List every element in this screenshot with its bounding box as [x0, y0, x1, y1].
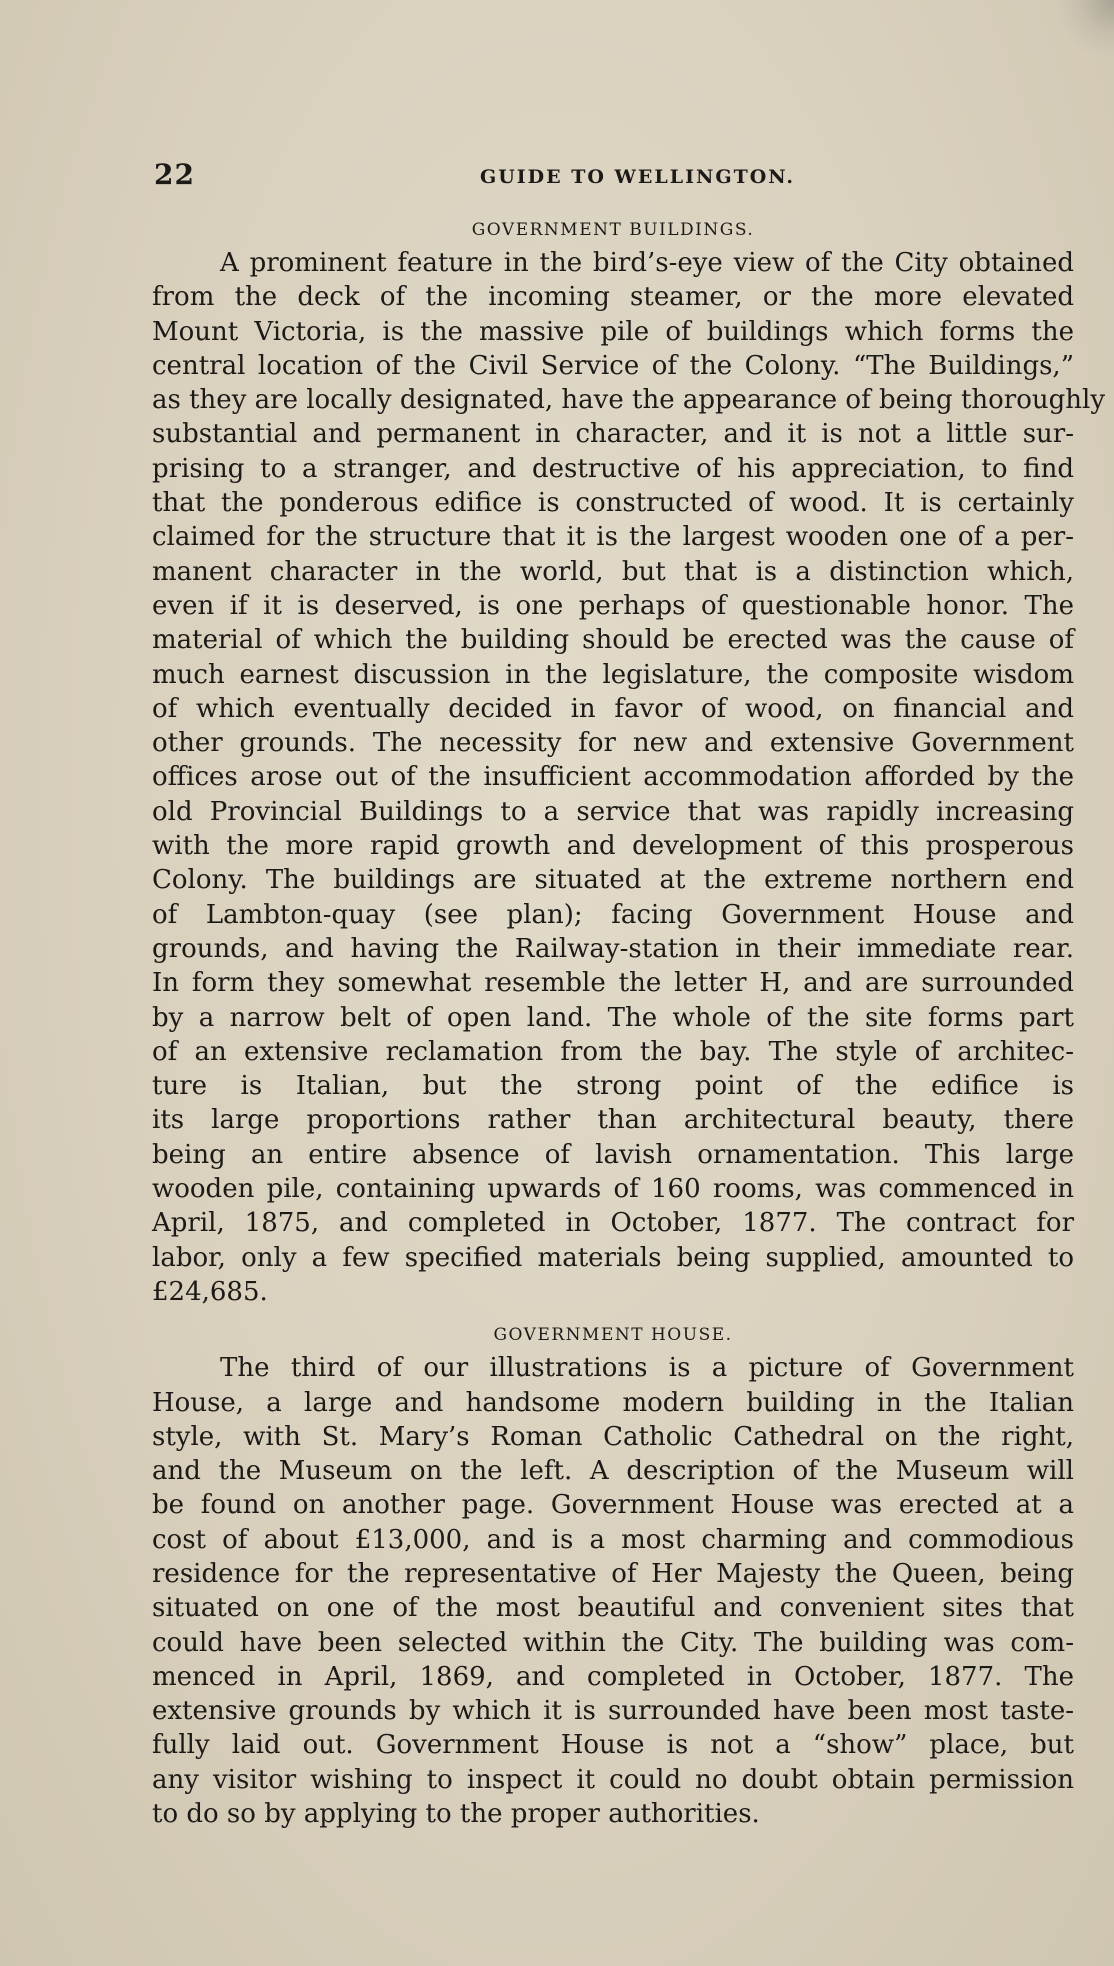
text-line: any visitor wishing to inspect it could no doubt obtain permission — [152, 1764, 1074, 1795]
text-line: style, with St. Mary’s Roman Catholic Cathedral on the right, — [152, 1421, 1074, 1452]
text-block — [152, 220, 1106, 1831]
text-line: could have been selected within the City. The building was com- — [152, 1627, 1074, 1658]
text-line: Mount Victoria, is the massive pile of buildings which forms the — [152, 316, 1074, 347]
text-line: be found on another page. Government House was erected at a — [152, 1490, 1074, 1521]
text-line: menced in April, 1869, and completed in October, 1877. The — [152, 1661, 1074, 1692]
text-line: The third of our illustrations is a picture of Government — [220, 1353, 1074, 1384]
text-line: from the deck of the incoming steamer, or the more elevated — [152, 282, 1074, 313]
text-line: to do so by applying to the proper authorities. — [152, 1799, 760, 1830]
text-line: A prominent feature in the bird’s-eye view of the City obtained — [220, 248, 1074, 278]
text-line: its large proportions rather than architectural beauty, there — [152, 1105, 1074, 1136]
text-line: of which eventually decided in favor of wood, on financial and — [152, 693, 1074, 724]
text-line: manent character in the world, but that is a distinction which, — [152, 556, 1074, 587]
text-line: labor, only a few specified materials being supplied, amounted to — [152, 1242, 1074, 1273]
text-line: old Provincial Buildings to a service that was rapidly increasing — [152, 796, 1074, 827]
text-line: situated on one of the most beautiful and convenient sites that — [152, 1593, 1074, 1624]
text-line: with the more rapid growth and development of this prosperous — [152, 831, 1074, 862]
paragraph-government-buildings — [152, 246, 1106, 1309]
text-line: claimed for the structure that it is the largest wooden one of a per- — [152, 522, 1074, 553]
text-line: much earnest discussion in the legislature, the composite wisdom — [152, 659, 1074, 690]
text-line: of Lambton-quay (see plan); facing Government House and — [152, 899, 1074, 930]
text-line: material of which the building should be erected was the cause of — [152, 625, 1074, 656]
text-line: by a narrow belt of open land. The whole of the site forms part — [152, 1002, 1074, 1033]
section-heading-government-buildings: GOVERNMENT BUILDINGS. — [471, 220, 755, 240]
text-line: as they are locally designated, have the appearance of being thoroughly — [152, 385, 1106, 416]
text-line: extensive grounds by which it is surrounded have been most taste- — [152, 1696, 1074, 1727]
text-line: fully laid out. Government House is not a “show” place, but — [152, 1730, 1074, 1761]
text-line: April, 1875, and completed in October, 1877. The contract for — [152, 1208, 1074, 1239]
page-number: 22 — [154, 158, 195, 191]
text-line: other grounds. The necessity for new and extensive Government — [152, 728, 1074, 759]
text-line: £24,685. — [152, 1276, 268, 1307]
page-stain — [1054, 0, 1114, 60]
text-line: that the ponderous edifice is constructed of wood. It is certainly — [152, 488, 1074, 519]
section-heading-government-house: GOVERNMENT HOUSE. — [493, 1325, 733, 1346]
text-line: central location of the Civil Service of the Colony. “The Buildings,” — [152, 350, 1074, 381]
text-line: In form they somewhat resemble the letter H, and are surrounded — [152, 968, 1074, 999]
text-line: of an extensive reclamation from the bay. The style of architec- — [152, 1036, 1074, 1067]
text-line: substantial and permanent in character, and it is not a little sur- — [152, 419, 1074, 450]
text-line: offices arose out of the insufficient accommodation afforded by the — [152, 762, 1074, 793]
text-line: prising to a stranger, and destructive of his appreciation, to find — [152, 453, 1074, 484]
text-line: cost of about £13,000, and is a most charming and commodious — [152, 1524, 1074, 1555]
text-line: House, a large and handsome modern building in the Italian — [152, 1387, 1074, 1418]
text-line: residence for the representative of Her Majesty the Queen, being — [152, 1558, 1074, 1589]
text-line: Colony. The buildings are situated at the extreme northern end — [152, 865, 1074, 896]
running-title: GUIDE TO WELLINGTON. — [480, 166, 796, 188]
paragraph-government-house — [152, 1351, 1074, 1831]
text-line: ture is Italian, but the strong point of the edifice is — [152, 1071, 1074, 1102]
text-line: being an entire absence of lavish ornamentation. This large — [152, 1139, 1074, 1170]
text-line: even if it is deserved, is one perhaps of questionable honor. The — [152, 590, 1074, 621]
text-line: grounds, and having the Railway-station in their immediate rear. — [152, 933, 1074, 964]
text-line: and the Museum on the left. A description of the Museum will — [152, 1456, 1074, 1487]
text-line: wooden pile, containing upwards of 160 rooms, was commenced in — [152, 1174, 1074, 1205]
running-head — [154, 158, 1014, 198]
